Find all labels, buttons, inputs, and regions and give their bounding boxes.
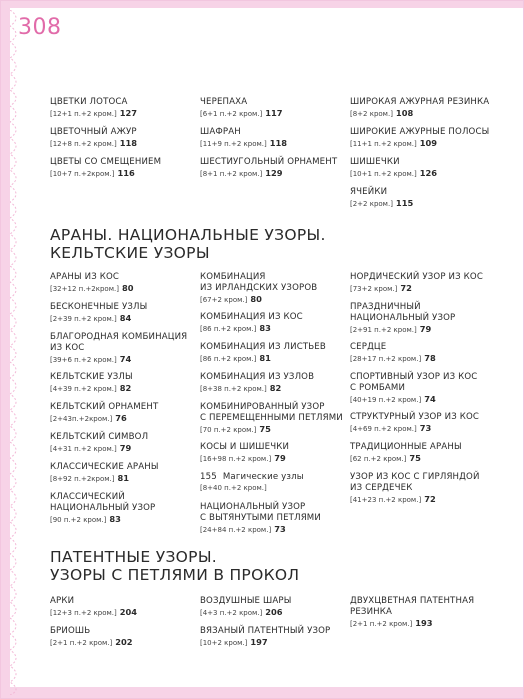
entry-name: КОМБИНАЦИЯ ИЗ ИРЛАНДСКИХ УЗОРОВ	[200, 272, 318, 293]
entry-name: КЛАССИЧЕСКИЙ НАЦИОНАЛЬНЫЙ УЗОР	[50, 492, 156, 513]
entry-page: 82	[269, 383, 282, 393]
entry-params: [41+23 п.+2 кром.]	[350, 496, 422, 504]
entry-name: ТРАДИЦИОННЫЕ АРАНЫ	[350, 442, 462, 452]
entry-params: [62 п.+2 кром.]	[350, 455, 407, 463]
entry-page: 202	[115, 637, 133, 647]
section-title-patent	[50, 548, 299, 584]
entry-page: 74	[424, 394, 436, 404]
index-entry	[350, 472, 500, 505]
entry-name: НАЦИОНАЛЬНЫЙ УЗОР С ВЫТЯНУТЫМИ ПЕТЛЯМИ	[200, 502, 321, 523]
entry-meta	[350, 284, 500, 294]
entry-name: ЦВЕТКИ ЛОТОСА	[50, 97, 128, 107]
entry-params: [8+38 п.+2 кром.]	[200, 385, 267, 393]
entry-name: КОМБИНАЦИЯ ИЗ УЗЛОВ	[200, 372, 315, 382]
entry-params: [8+92 п.+2кром.]	[50, 475, 115, 483]
entry-name: ЦВЕТОЧНЫЙ АЖУР	[50, 127, 137, 137]
entry-name: БЕСКОНЕЧНЫЕ УЗЛЫ	[50, 302, 148, 312]
entry-name: КЕЛЬТСКИЙ ОРНАМЕНТ	[50, 402, 159, 412]
entry-params: [2+91 п.+2 кром.]	[350, 326, 417, 334]
entry-name-with-page	[200, 472, 350, 483]
entry-meta	[50, 139, 200, 149]
index-entry	[200, 472, 350, 493]
index-entry	[200, 312, 350, 334]
entry-page: 81	[259, 353, 271, 363]
entry-meta	[200, 454, 350, 464]
entry-meta	[350, 169, 500, 179]
entry-meta	[200, 425, 350, 435]
index-entry	[50, 302, 200, 324]
entry-meta	[50, 314, 200, 324]
entry-page: 74	[119, 354, 132, 364]
entry-params: [2+43п.+2кром.]	[50, 415, 113, 423]
index-entry	[350, 127, 500, 149]
entry-params: [4+3 п.+2 кром.]	[200, 609, 263, 617]
entry-page: 75	[259, 424, 271, 434]
index-entry	[50, 272, 200, 294]
entry-params: [4+31 п.+2 кром.]	[50, 445, 117, 453]
entry-params: [8+2 кром.]	[350, 110, 393, 118]
entry-name: ШИШЕЧКИ	[350, 157, 400, 167]
index-entry	[50, 97, 200, 119]
entry-params: [73+2 кром.]	[350, 285, 398, 293]
entry-params: [8+1 п.+2 кром.]	[200, 170, 263, 178]
entry-params: [2+1 п.+2 кром.]	[50, 639, 113, 647]
entry-page: 79	[119, 443, 132, 453]
entry-name: ЯЧЕЙКИ	[350, 187, 388, 197]
entry-name: БРИОШЬ	[50, 626, 91, 636]
index-entry	[200, 127, 350, 149]
entry-meta	[200, 608, 350, 618]
entry-name: КОСЫ И ШИШЕЧКИ	[200, 442, 290, 452]
entry-params: [70 п.+2 кром.]	[200, 426, 257, 434]
entry-params: [28+17 п.+2 кром.]	[350, 355, 422, 363]
entry-page: 81	[117, 473, 130, 483]
index-entry	[200, 402, 350, 435]
entry-page: 76	[115, 413, 127, 423]
entry-name: НОРДИЧЕСКИЙ УЗОР ИЗ КОС	[350, 272, 483, 282]
entry-params: [12+1 п.+2 кром.]	[50, 110, 117, 118]
entry-meta	[200, 324, 350, 334]
entry-page: 78	[424, 353, 436, 363]
entry-page: 73	[274, 524, 286, 534]
entry-params: [86 п.+2 кром.]	[200, 325, 257, 333]
index-entry	[50, 596, 200, 618]
entry-page: 118	[269, 138, 288, 148]
entry-name: КОМБИНАЦИЯ ИЗ КОС	[200, 312, 303, 322]
entry-meta	[350, 495, 500, 505]
entry-meta	[350, 325, 500, 335]
entry-name: ШАФРАН	[200, 127, 241, 137]
index-entry	[50, 462, 200, 484]
entry-name: ДВУХЦВЕТНАЯ ПАТЕНТНАЯ РЕЗИНКА	[350, 596, 475, 617]
entry-meta	[50, 355, 200, 365]
entry-params: [2+2 кром.]	[350, 200, 393, 208]
entry-meta	[200, 384, 350, 394]
entry-meta	[50, 608, 200, 618]
entry-page: 204	[119, 607, 138, 617]
entry-meta	[50, 444, 200, 454]
entry-page: 83	[109, 514, 121, 524]
index-entry	[350, 596, 500, 629]
entry-params: [12+3 п.+2 кром.]	[50, 609, 117, 617]
entry-page: 127	[119, 108, 138, 118]
index-entry	[50, 402, 200, 424]
entry-meta	[200, 295, 350, 305]
index-entry	[50, 157, 200, 179]
index-entry	[50, 432, 200, 454]
index-entry	[50, 626, 200, 648]
entry-params: [8+40 п.+2 кром.]	[200, 484, 267, 492]
entry-page: 126	[419, 168, 438, 178]
index-entry	[350, 342, 500, 364]
entry-meta	[50, 284, 200, 294]
index-entry	[200, 442, 350, 464]
entry-meta	[350, 395, 500, 405]
entry-params: [11+1 п.+2 кром.]	[350, 140, 417, 148]
entry-params: [67+2 кром.]	[200, 296, 248, 304]
section-title-arans	[50, 226, 326, 262]
entry-name: КОМБИНИРОВАННЫЙ УЗОР С ПЕРЕМЕЩЕННЫМИ ПЕТЛЯМИ	[200, 402, 343, 423]
section-title-line: АРАНЫ. НАЦИОНАЛЬНЫЕ УЗОРЫ.	[50, 226, 326, 244]
entry-name: КОМБИНАЦИЯ ИЗ ЛИСТЬЕВ	[200, 342, 326, 352]
entry-meta	[200, 109, 350, 119]
entry-meta	[50, 384, 200, 394]
entry-page: 155	[200, 472, 217, 482]
entry-name: ВЯЗАНЫЙ ПАТЕНТНЫЙ УЗОР	[200, 626, 331, 636]
index-entry	[350, 97, 500, 119]
index-entry	[200, 372, 350, 394]
entry-meta	[200, 484, 350, 493]
entry-name: КЛАССИЧЕСКИЕ АРАНЫ	[50, 462, 159, 472]
index-entry	[350, 372, 500, 405]
entry-page: 206	[265, 607, 283, 617]
index-entry	[200, 342, 350, 364]
entry-params: [86 п.+2 кром.]	[200, 355, 257, 363]
entry-name: АРКИ	[50, 596, 75, 606]
index-entry	[350, 272, 500, 294]
page-number: 308	[18, 15, 62, 40]
index-entry	[200, 272, 350, 305]
entry-meta	[50, 169, 200, 179]
entry-name: ШИРОКАЯ АЖУРНАЯ РЕЗИНКА	[350, 97, 490, 107]
index-entry	[50, 127, 200, 149]
entry-page: 108	[395, 108, 414, 118]
entry-params: [6+1 п.+2 кром.]	[200, 110, 263, 118]
entry-params: [39+6 п.+2 кром.]	[50, 356, 117, 364]
entry-page: 80	[250, 294, 262, 304]
entry-meta	[350, 619, 500, 629]
entry-params: [32+12 п.+2кром.]	[50, 285, 119, 293]
entry-page: 115	[395, 198, 414, 208]
entry-name: ШИРОКИЕ АЖУРНЫЕ ПОЛОСЫ	[350, 127, 490, 137]
entry-page: 116	[117, 168, 135, 178]
entry-params: [10+2 кром.]	[200, 639, 248, 647]
entry-meta	[350, 199, 500, 209]
entry-params: [16+98 п.+2 кром.]	[200, 455, 272, 463]
entry-params: [11+9 п.+2 кром.]	[200, 140, 267, 148]
entry-meta	[200, 139, 350, 149]
entry-page: 75	[409, 453, 421, 463]
entry-meta	[350, 354, 500, 364]
entry-meta	[50, 638, 200, 648]
index-entry	[350, 157, 500, 179]
entry-meta	[50, 414, 200, 424]
entry-params: [4+69 п.+2 кром.]	[350, 425, 417, 433]
entry-name: ВОЗДУШНЫЕ ШАРЫ	[200, 596, 292, 606]
entry-page: 80	[121, 283, 134, 293]
entry-params: [2+39 п.+2 кром.]	[50, 315, 117, 323]
entry-name: АРАНЫ ИЗ КОС	[50, 272, 120, 282]
entry-page: 109	[419, 138, 438, 148]
entry-params: [10+1 п.+2 кром.]	[350, 170, 417, 178]
entry-name: БЛАГОРОДНАЯ КОМБИНАЦИЯ ИЗ КОС	[50, 332, 188, 353]
index-entry	[200, 157, 350, 179]
entry-page: 82	[119, 383, 132, 393]
index-entry	[350, 302, 500, 335]
entry-name: ЧЕРЕПАХА	[200, 97, 248, 107]
entry-params: [10+7 п.+2кром.]	[50, 170, 115, 178]
entry-meta	[350, 424, 500, 434]
entry-name: СЕРДЦЕ	[350, 342, 387, 352]
entry-meta	[50, 474, 200, 484]
entry-params: [2+1 п.+2 кром.]	[350, 620, 413, 628]
section-title-line: УЗОРЫ С ПЕТЛЯМИ В ПРОКОЛ	[50, 566, 300, 584]
index-entry	[200, 626, 350, 648]
entry-name: ЦВЕТЫ СО СМЕЩЕНИЕМ	[50, 157, 162, 167]
index-entry	[50, 372, 200, 394]
entry-page: 72	[400, 283, 412, 293]
entry-page: 84	[119, 313, 132, 323]
entry-name: КЕЛЬТСКИЕ УЗЛЫ	[50, 372, 133, 382]
entry-page: 129	[265, 168, 283, 178]
entry-name: КЕЛЬТСКИЙ СИМВОЛ	[50, 432, 149, 442]
entry-meta	[350, 139, 500, 149]
entry-params: [90 п.+2 кром.]	[50, 516, 107, 524]
entry-page: 197	[250, 637, 268, 647]
entry-page: 73	[419, 423, 432, 433]
entry-name: ШЕСТИУГОЛЬНЫЙ ОРНАМЕНТ	[200, 157, 338, 167]
index-entry	[200, 596, 350, 618]
entry-page: 193	[415, 618, 433, 628]
index-entry	[200, 502, 350, 535]
entry-name: Магические узлы	[222, 472, 304, 482]
entry-params: [4+39 п.+2 кром.]	[50, 385, 117, 393]
index-entry	[50, 492, 200, 525]
index-entry	[350, 412, 500, 434]
entry-meta	[200, 354, 350, 364]
index-entry	[50, 332, 200, 365]
index-entry	[350, 187, 500, 209]
entry-meta	[350, 109, 500, 119]
entry-page: 79	[274, 453, 286, 463]
entry-meta	[200, 169, 350, 179]
entry-name: СТРУКТУРНЫЙ УЗОР ИЗ КОС	[350, 412, 480, 422]
index-entry	[200, 97, 350, 119]
entry-name: ПРАЗДНИЧНЫЙ НАЦИОНАЛЬНЫЙ УЗОР	[350, 302, 456, 323]
entry-name: УЗОР ИЗ КОС С ГИРЛЯНДОЙ ИЗ СЕРДЕЧЕК	[350, 472, 480, 493]
entry-name: СПОРТИВНЫЙ УЗОР ИЗ КОС С РОМБАМИ	[350, 372, 478, 393]
entry-params: [40+19 п.+2 кром.]	[350, 396, 422, 404]
entry-page: 79	[419, 324, 432, 334]
section-title-line: ПАТЕНТНЫЕ УЗОРЫ.	[50, 548, 218, 566]
entry-meta	[50, 515, 200, 525]
section-title-line: КЕЛЬТСКИЕ УЗОРЫ	[50, 244, 210, 262]
entry-page: 72	[424, 494, 436, 504]
index-entry	[350, 442, 500, 464]
entry-meta	[200, 638, 350, 648]
entry-meta	[200, 525, 350, 535]
entry-meta	[50, 109, 200, 119]
entry-params: [12+8 п.+2 кром.]	[50, 140, 117, 148]
entry-params: [24+84 п.+2 кром.]	[200, 526, 272, 534]
entry-page: 118	[119, 138, 138, 148]
entry-meta	[350, 454, 500, 464]
entry-page: 117	[265, 108, 283, 118]
entry-page: 83	[259, 323, 271, 333]
